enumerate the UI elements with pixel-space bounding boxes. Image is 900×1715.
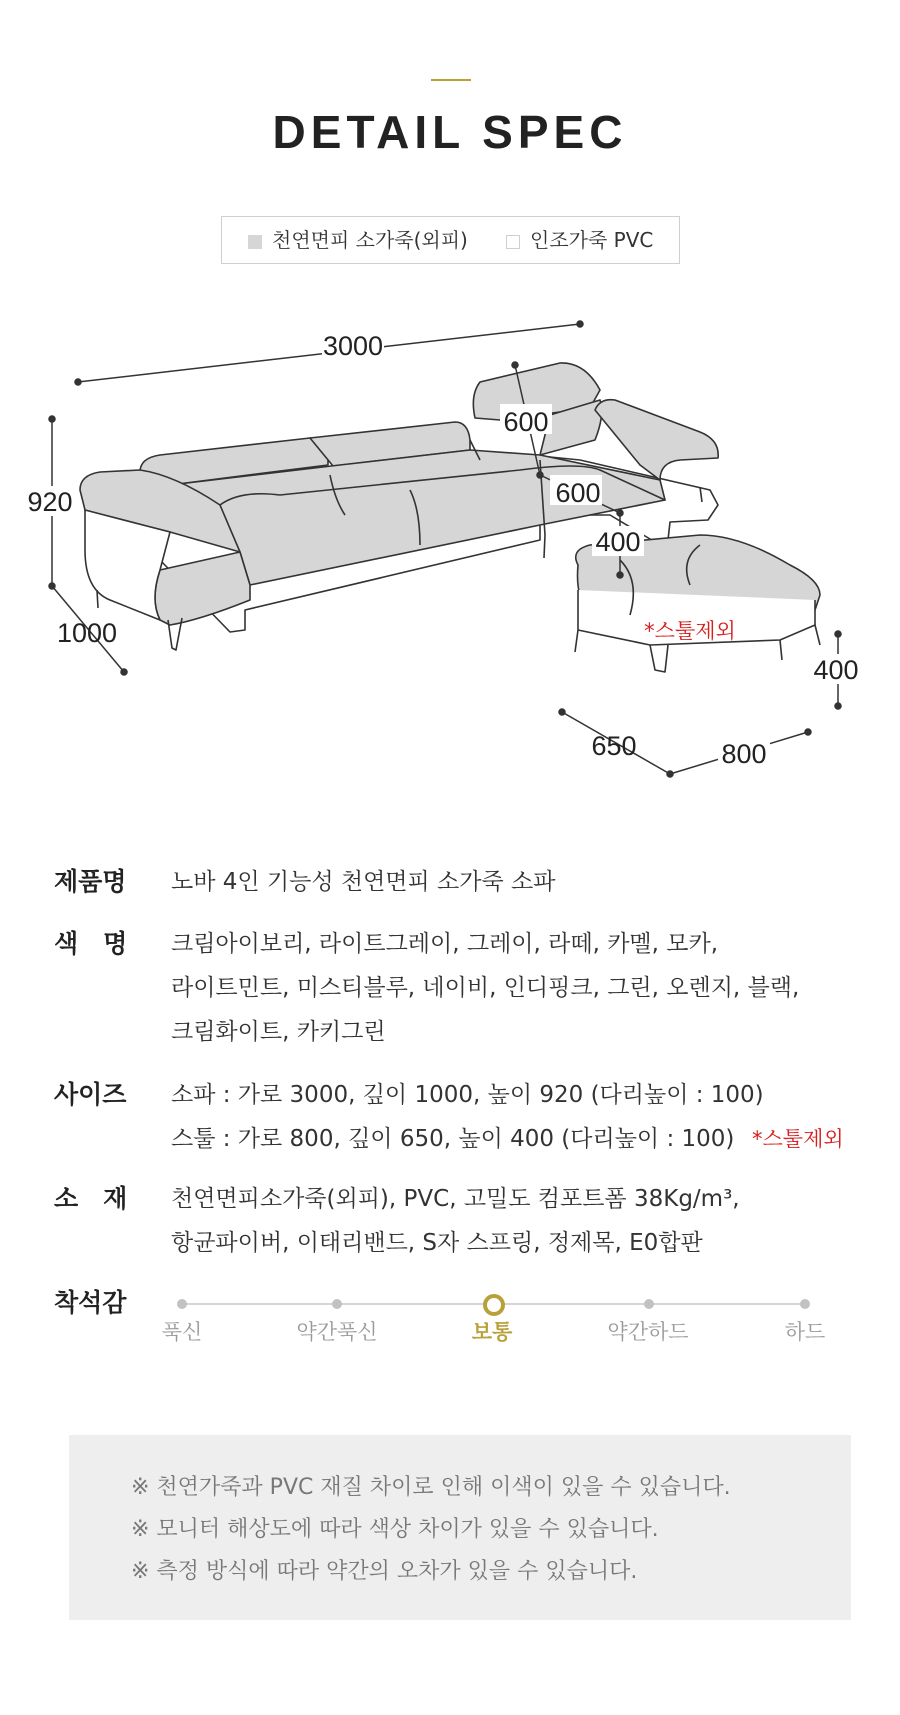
sofa-dimension-diagram: [0, 300, 900, 790]
spec-label-name: 제품명: [54, 867, 127, 896]
spec-label-material: 소 재: [54, 1184, 128, 1213]
comfort-dot: [800, 1299, 810, 1309]
spec-value-stool-size: 스툴 : 가로 800, 깊이 650, 높이 400 (다리높이 : 100): [171, 1126, 735, 1152]
stool-excluded-note: *스툴제외: [644, 619, 736, 643]
spec-value-color-line: 크림아이보리, 라이트그레이, 그레이, 라떼, 카멜, 모카,: [171, 931, 718, 957]
comfort-dot-selected: [483, 1294, 505, 1316]
dim-headrest: 600: [503, 407, 549, 437]
comfort-level-label: 푹신: [161, 1320, 203, 1344]
notice-box: [69, 1435, 851, 1620]
comfort-level-label: 약간푹신: [296, 1320, 378, 1344]
spec-value-sofa-size: 소파 : 가로 3000, 깊이 1000, 높이 920 (다리높이 : 100): [171, 1082, 764, 1108]
spec-value-material-line: 항균파이버, 이태리밴드, S자 스프링, 정제목, E0합판: [171, 1230, 703, 1256]
legend-natural-leather: 천연면피 소가죽(외피): [272, 228, 468, 252]
spec-value-color-line: 라이트민트, 미스티블루, 네이비, 인디핑크, 그린, 오렌지, 블랙,: [171, 975, 800, 1001]
notice-line: ※ 천연가죽과 PVC 재질 차이로 인해 이색이 있을 수 있습니다.: [131, 1475, 731, 1500]
comfort-level-label: 약간하드: [607, 1320, 689, 1344]
dim-sofa-width: 3000: [322, 331, 384, 361]
pvc-swatch: [506, 235, 520, 249]
dim-stool-depth: 650: [591, 731, 637, 761]
spec-label-comfort: 착석감: [54, 1288, 127, 1317]
spec-label-size: 사이즈: [54, 1080, 127, 1109]
spec-value-material-line: 천연면피소가죽(외피), PVC, 고밀도 컴포트폼 38Kg/m³,: [171, 1186, 740, 1212]
dim-stool-width: 800: [721, 739, 767, 769]
notice-line: ※ 모니터 해상도에 따라 색상 차이가 있을 수 있습니다.: [131, 1517, 659, 1542]
spec-label-color: 색 명: [54, 929, 128, 958]
comfort-dot: [644, 1299, 654, 1309]
material-legend: [221, 216, 680, 264]
legend-pvc: 인조가죽 PVC: [530, 228, 654, 252]
dim-sofa-depth: 1000: [56, 618, 118, 648]
spec-value-name: 노바 4인 기능성 천연면피 소가죽 소파: [171, 869, 556, 895]
dim-seat-depth: 600: [555, 478, 601, 508]
comfort-dot: [177, 1299, 187, 1309]
title-accent-line: [431, 79, 471, 81]
comfort-level-label-selected: 보통: [471, 1320, 513, 1344]
page-title: DETAIL SPEC: [272, 106, 628, 158]
dim-sofa-height: 920: [27, 487, 73, 517]
comfort-level-label: 하드: [784, 1320, 826, 1344]
dim-seat-height: 400: [595, 527, 641, 557]
notice-line: ※ 측정 방식에 따라 약간의 오차가 있을 수 있습니다.: [131, 1559, 638, 1584]
natural-leather-swatch: [248, 235, 262, 249]
spec-size-note: *스툴제외: [752, 1127, 844, 1151]
spec-value-color-line: 크림화이트, 카키그린: [171, 1019, 386, 1045]
comfort-dot: [332, 1299, 342, 1309]
dim-stool-height: 400: [813, 655, 859, 685]
